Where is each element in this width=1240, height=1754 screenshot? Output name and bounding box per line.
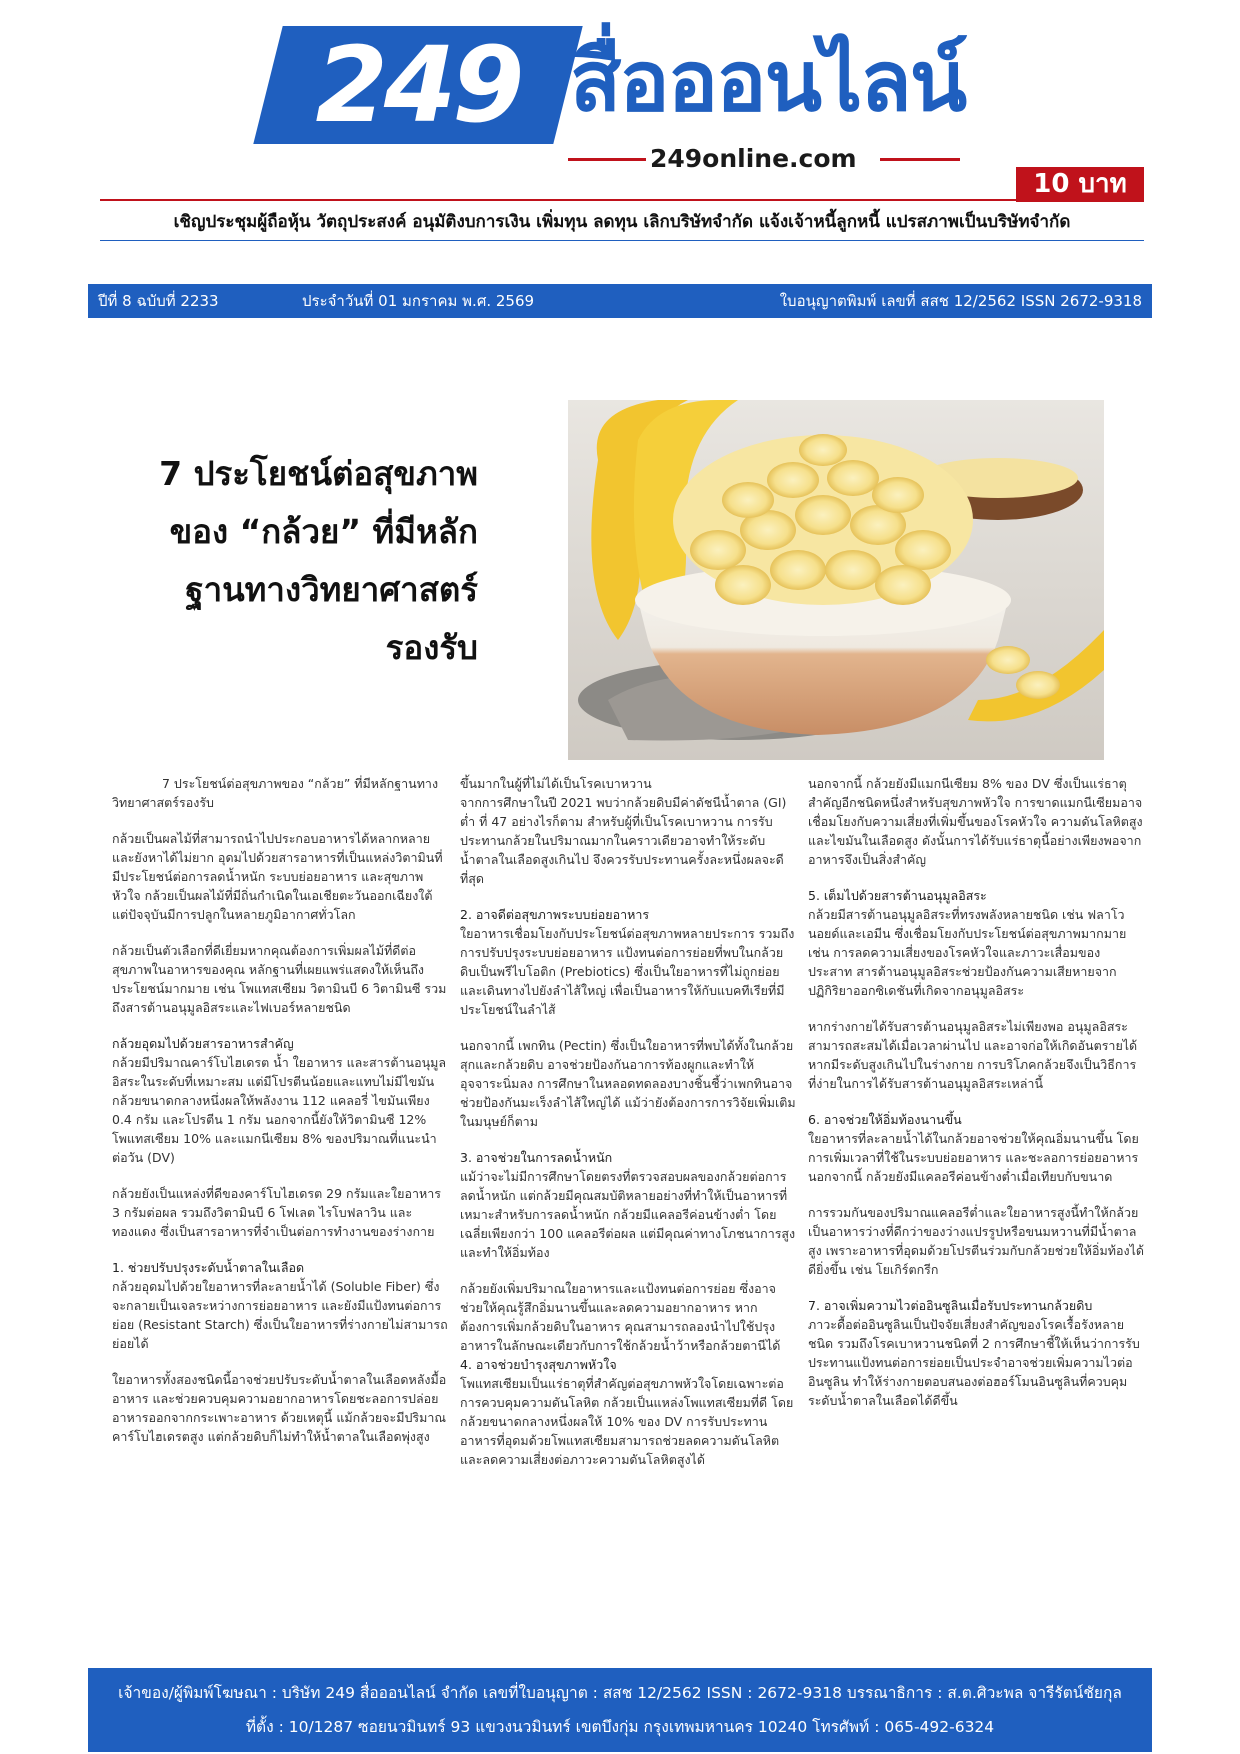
section-heading: กล้วยอุดมไปด้วยสารอาหารสำคัญ [112,1036,294,1051]
paragraph: หากร่างกายได้รับสารต้านอนุมูลอิสระไม่เพียงพอ อนุมูลอิสระสามารถสะสมได้เมื่อเวลาผ่านไป และอาจก่อให้เกิดอันตรายได้หากมีระดับสูงเกินไปในร่างกาย การบริโภคกล้วยจึงเป็นวิธีการที่ง่ายในการได้รับสารต้านอนุมูลอิสระเหล่านี้ [808,1019,1138,1091]
logo-number: 249 [315,24,521,146]
paragraph: กล้วยยังเพิ่มปริมาณใยอาหารและแป้งทนต่อการย่อย ซึ่งอาจช่วยให้คุณรู้สึกอิ่มนานขึ้นและลดความอยากอาหาร หากต้องการเพิ่มกล้วยดิบในอาหาร คุณสามารถลองนำไปใช้ปรุงอาหารในลักษณะเดียวกับการใช้กล้วยน้ำว้าหรือกล้วยตานีได้ [460,1281,781,1353]
issue-number: ปีที่ 8 ฉบับที่ 2233 [98,292,219,310]
banana-photo [568,400,1104,760]
tagline-rule [100,240,1144,241]
paragraph: กล้วยยังเป็นแหล่งที่ดีของคาร์โบไฮเดรต 29 กรัมและใยอาหาร 3 กรัมต่อผล รวมถึงวิตามินบี 6 โฟเลต ไรโบฟลาวิน และทองแดง ซึ่งเป็นสารอาหารที่จำเป็นต่อการทำงานของร่างกาย [112,1186,441,1239]
footer-bar [88,1668,1152,1752]
paragraph: กล้วยอุดมไปด้วยใยอาหารที่ละลายน้ำได้ (Soluble Fiber) ซึ่งจะกลายเป็นเจลระหว่างการย่อยอาหาร และยังมีแป้งทนต่อการย่อย (Resistant Starch) ซึ่งเป็นใยอาหารที่ร่างกายไม่สามารถย่อยได้ [112,1279,448,1351]
section-heading: 7. อาจเพิ่มความไวต่ออินซูลินเมื่อรับประทานกล้วยดิบ [808,1298,1093,1313]
paragraph: นอกจากนี้ เพกทิน (Pectin) ซึ่งเป็นใยอาหารที่พบได้ทั้งในกล้วยสุกและกล้วยดิบ อาจช่วยป้องกันอาการท้องผูกและทำให้อุจจาระนิ่มลง การศึกษาในหลอดทดลองบางชิ้นชี้ว่าเพกทินอาจช่วยป้องกันมะเร็งลำไส้ใหญ่ได้ แม้ว่ายังต้องการการวิจัยเพิ่มเติมในมนุษย์ก็ตาม [460,1038,796,1129]
headline-line: 7 ประโยชน์ต่อสุขภาพ [159,454,478,493]
footer-address: ที่ตั้ง : 10/1287 ซอยนวมินทร์ 93 แขวงนวมินทร์ เขตบึงกุ่ม กรุงเทพมหานคร 10240 โทรศัพท์ : 065-492-6324 [245,1718,995,1736]
paragraph: กล้วยมีปริมาณคาร์โบไฮเดรต น้ำ ใยอาหาร และสารต้านอนุมูลอิสระในระดับที่เหมาะสม แต่มีโปรตีนน้อยและแทบไม่มีไขมัน กล้วยขนาดกลางหนึ่งผลให้พลังงาน 112 แคลอรี่ ไขมันเพียง 0.4 กรัม และโปรตีน 1 กรัม นอกจากนี้ยังให้วิตามินซี 12% โพแทสเซียม 10% และแมกนีเซียม 8% ของปริมาณที่แนะนำต่อวัน (DV) [112,1055,447,1165]
paragraph: ขึ้นมากในผู้ที่ไม่ได้เป็นโรคเบาหวาน [460,776,652,791]
article-column-3 [808,774,1144,1427]
logo-249-block [253,26,582,144]
logo-underline-right [880,158,960,161]
paragraph: จากการศึกษาในปี 2021 พบว่ากล้วยดิบมีค่าดัชนีน้ำตาล (GI) ต่ำ ที่ 47 อย่างไรก็ตาม สำหรับผู้ที่เป็นโรคเบาหวาน การรับประทานกล้วยในปริมาณมากในคราวเดียวอาจทำให้ระดับน้ำตาลในเลือดสูงเกินไป จึงควรรับประทานครั้งละหนึ่งผลจะดีที่สุด [460,795,787,886]
masthead [0,0,1240,232]
tagline: เชิญประชุมผู้ถือหุ้น วัตถุประสงค์ อนุมัติงบการเงิน เพิ่มทุน ลดทุน เลิกบริษัทจำกัด แจ้งเจ้าหนี้ลูกหนี้ แปรสภาพเป็นบริษัทจำกัด [173,212,1071,232]
paragraph: ใยอาหารเชื่อมโยงกับประโยชน์ต่อสุขภาพหลายประการ รวมถึงการปรับปรุงระบบย่อยอาหาร แป้งทนต่อการย่อยที่พบในกล้วยดิบเป็นพรีไบโอติก (Prebiotics) ซึ่งเป็นใยอาหารที่ไม่ถูกย่อยและเดินทางไปยังลำไส้ใหญ่ เพื่อเป็นอาหารให้กับแบคทีเรียที่มีประโยชน์ในลำไส้ [460,926,795,1017]
license-info: ใบอนุญาตพิมพ์ เลขที่ สสช 12/2562 ISSN 2672-9318 [779,292,1142,310]
article-column-2 [460,774,796,1486]
masthead-red-rule [100,199,1144,201]
section-heading: 4. อาจช่วยบำรุงสุขภาพหัวใจ [460,1357,617,1372]
paragraph: ใยอาหารทั้งสองชนิดนี้อาจช่วยปรับระดับน้ำตาลในเลือดหลังมื้ออาหาร และช่วยควบคุมความอยากอาหารโดยชะลอการปล่อยอาหารออกจากกระเพาะอาหาร ด้วยเหตุนี้ แม้กล้วยจะมีปริมาณคาร์โบไฮเดรตสูง แต่กล้วยดิบก็ไม่ทำให้น้ำตาลในเลือดพุ่งสูง [112,1372,447,1444]
price-badge: 10 บาท [1016,167,1144,202]
article-column-1 [112,774,448,1463]
article-headline [108,445,478,677]
section-heading: 3. อาจช่วยในการลดน้ำหนัก [460,1150,613,1165]
website-url: 249online.com [650,144,857,173]
section-heading: 5. เต็มไปด้วยสารต้านอนุมูลอิสระ [808,888,987,903]
logo-underline-left [568,158,646,161]
section-heading: 1. ช่วยปรับปรุงระดับน้ำตาลในเลือด [112,1260,305,1275]
paragraph: ใยอาหารที่ละลายน้ำได้ในกล้วยอาจช่วยให้คุณอิ่มนานขึ้น โดยการเพิ่มเวลาที่ใช้ในระบบย่อยอาหาร และชะลอการย่อยอาหาร นอกจากนี้ กล้วยยังมีแคลอรีค่อนข้างต่ำเมื่อเทียบกับขนาด [808,1131,1139,1184]
paragraph: ภาวะดื้อต่ออินซูลินเป็นปัจจัยเสี่ยงสำคัญของโรคเรื้อรังหลายชนิด รวมถึงโรคเบาหวานชนิดที่ 2 การศึกษาชี้ให้เห็นว่าการรับประทานแป้งทนต่อการย่อยเป็นประจำอาจช่วยเพิ่มความไวต่ออินซูลิน ทำให้ร่างกายตอบสนองต่อฮอร์โมนอินซูลินที่ควบคุมระดับน้ำตาลในเลือดได้ดีขึ้น [808,1317,1140,1408]
headline-line: รองรับ [385,628,478,667]
issue-date: ประจำวันที่ 01 มกราคม พ.ศ. 2569 [302,292,535,310]
paragraph: กล้วยเป็นตัวเลือกที่ดีเยี่ยมหากคุณต้องการเพิ่มผลไม้ที่ดีต่อสุขภาพในอาหารของคุณ หลักฐานที่เผยแพร่แสดงให้เห็นถึงประโยชน์มากมาย เช่น โพแทสเซียม วิตามินบี 6 วิตามินซี รวมถึงสารต้านอนุมูลอิสระและไฟเบอร์หลายชนิด [112,943,447,1015]
paragraph: การรวมกันของปริมาณแคลอรีต่ำและใยอาหารสูงนี้ทำให้กล้วยเป็นอาหารว่างที่ดีกว่าของว่างแปรรูปหรือขนมหวานที่มีน้ำตาลสูง เพราะอาหารที่อุดมด้วยโปรตีนร่วมกับกล้วยช่วยให้อิ่มท้องได้ดียิ่งขึ้น เช่น โยเกิร์ตกรีก [808,1205,1144,1277]
section-heading: 2. อาจดีต่อสุขภาพระบบย่อยอาหาร [460,907,650,922]
issue-info-bar [88,284,1152,318]
paragraph: กล้วยเป็นผลไม้ที่สามารถนำไปประกอบอาหารได้หลากหลายและยังหาได้ไม่ยาก อุดมไปด้วยสารอาหารที่เป็นแหล่งวิตามินที่มีประโยชน์ต่อการลดน้ำหนัก ระบบย่อยอาหาร และสุขภาพหัวใจ กล้วยเป็นผลไม้ที่มีถิ่นกำเนิดในเอเชียตะวันออกเฉียงใต้ แต่ปัจจุบันมีการปลูกในหลายภูมิอากาศทั่วโลก [112,831,443,922]
section-heading: 6. อาจช่วยให้อิ่มท้องนานขึ้น [808,1112,962,1127]
headline-line: ฐานทางวิทยาศาสตร์ [185,570,478,609]
paragraph: โพแทสเซียมเป็นแร่ธาตุที่สำคัญต่อสุขภาพหัวใจโดยเฉพาะต่อการควบคุมความดันโลหิต กล้วยเป็นแหล่งโพแทสเซียมที่ดี โดยกล้วยขนาดกลางหนึ่งผลให้ 10% ของ DV การรับประทานอาหารที่อุดมด้วยโพแทสเซียมสามารถช่วยลดความดันโลหิตและลดความเสี่ยงต่อภาวะความดันโลหิตสูงได้ [460,1376,794,1467]
paragraph: กล้วยมีสารต้านอนุมูลอิสระที่ทรงพลังหลายชนิด เช่น ฟลาโวนอยด์และเอมีน ซึ่งเชื่อมโยงกับประโยชน์ต่อสุขภาพมากมาย เช่น การลดความเสี่ยงของโรคหัวใจและภาวะเสื่อมของประสาท สารต้านอนุมูลอิสระช่วยป้องกันความเสียหายจากปฏิกิริยาออกซิเดชันที่เกิดจากอนุมูลอิสระ [808,907,1127,998]
banana-bowl-illustration [568,400,1104,760]
logo-thai-text: สื่อออนไลน์ [570,32,966,130]
headline-line: ของ “กล้วย” ที่มีหลัก [169,512,478,551]
paragraph: นอกจากนี้ กล้วยยังมีแมกนีเซียม 8% ของ DV ซึ่งเป็นแร่ธาตุสำคัญอีกชนิดหนึ่งสำหรับสุขภาพหัวใจ การขาดแมกนีเซียมอาจเชื่อมโยงกับความเสี่ยงที่เพิ่มขึ้นของโรคหัวใจ ความดันโลหิตสูง และไขมันในเลือดสูง ดังนั้นการได้รับแร่ธาตุนี้อย่างเพียงพอจากอาหารจึงเป็นสิ่งสำคัญ [808,776,1143,867]
footer-publisher: เจ้าของ/ผู้พิมพ์โฆษณา : บริษัท 249 สื่อออนไลน์ จำกัด เลขที่ใบอนุญาต : สสช 12/2562 ISSN : 2672-9318 บรรณาธิการ : ส.ต.ศิวะพล จารีรัตน์ชัยกุล [118,1684,1122,1702]
paragraph: แม้ว่าจะไม่มีการศึกษาโดยตรงที่ตรวจสอบผลของกล้วยต่อการลดน้ำหนัก แต่กล้วยมีคุณสมบัติหลายอย่างที่ทำให้เป็นอาหารที่เหมาะสำหรับการลดน้ำหนัก กล้วยมีแคลอรีค่อนข้างต่ำ โดยเฉลี่ยเพียงกว่า 100 แคลอรีต่อผล แต่มีคุณค่าทางโภชนาการสูงและทำให้อิ่มท้อง [460,1169,796,1260]
paragraph: 7 ประโยชน์ต่อสุขภาพของ “กล้วย” ที่มีหลักฐานทางวิทยาศาสตร์รองรับ [112,776,439,810]
